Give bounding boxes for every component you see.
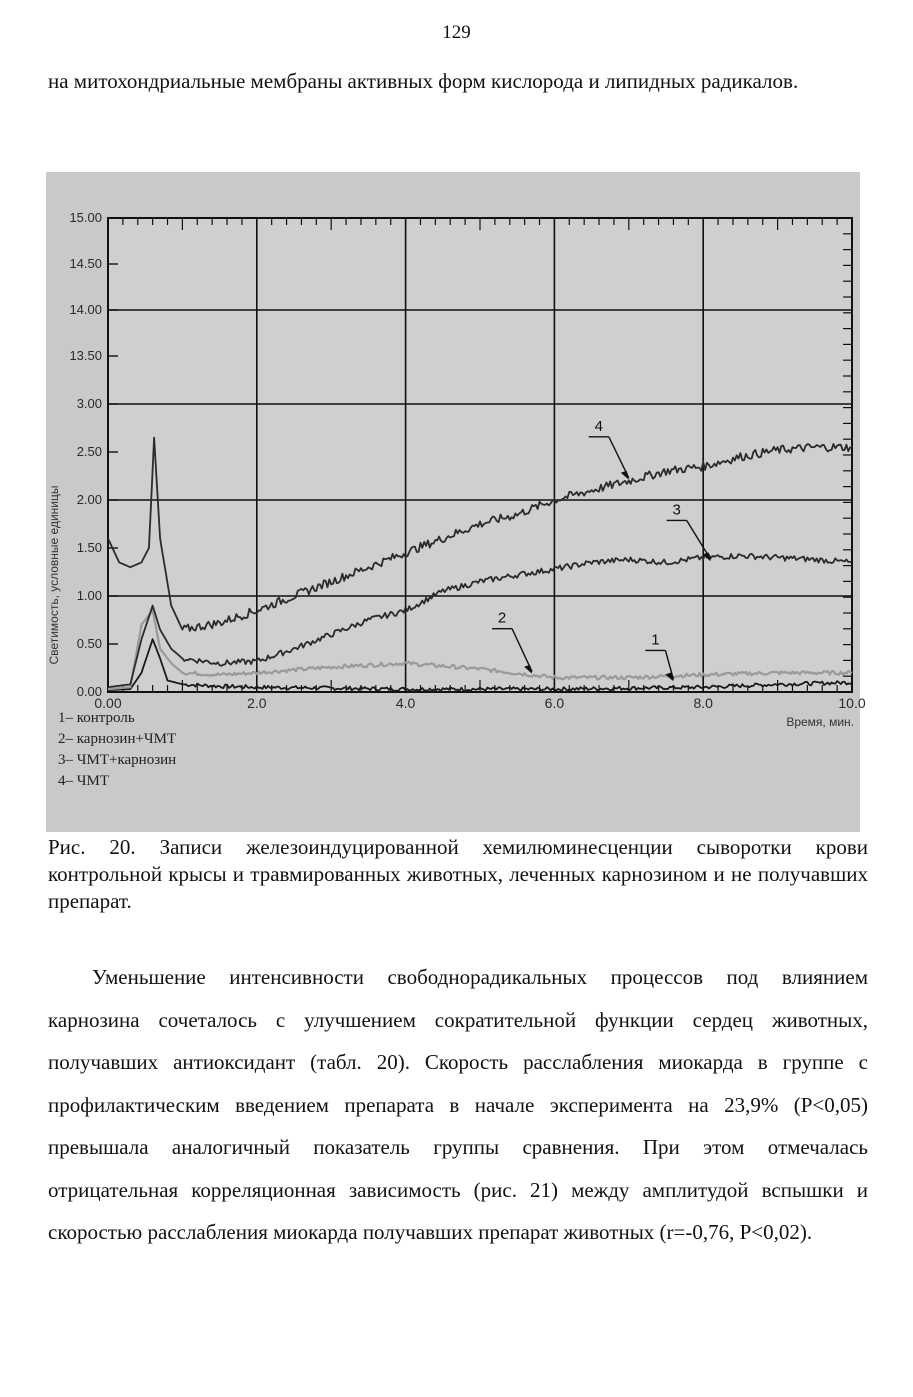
legend-entry: 2– карнозин+ЧМТ [58,731,177,747]
x-tick-label: 4.0 [395,695,416,711]
y-tick-label: 2.50 [76,444,102,459]
y-tick-label: 14.00 [69,302,102,317]
x-tick-label: 10.0 [838,695,866,711]
y-axis-label: Светимость, условные единицы [47,485,61,665]
y-tick-label: 1.00 [76,588,102,603]
y-tick-label: 1.50 [76,540,102,555]
y-tick-label: 2.00 [76,492,102,507]
annotation-label: 2 [497,609,507,627]
top-paragraph: на митохондриальные мембраны активных форм кислорода и липидных радикалов. [48,69,799,93]
y-tick-label: 13.50 [69,348,102,363]
annotation-label: 1 [651,631,660,649]
figure-caption: Рис. 20. Записи железоиндуцированной хемилюминесценции сыворотки крови контрольной крысы и травмированных животных, леченных карнозином и не получавших препарат. [48,835,868,913]
legend-entry: 1– контроль [58,710,135,726]
annotation-label: 4 [594,417,603,435]
x-tick-label: 2.0 [247,695,267,711]
y-tick-label: 15.00 [69,210,102,225]
x-tick-label: 6.0 [544,695,565,711]
chemiluminescence-figure [46,172,866,832]
chemiluminescence-chart [46,172,866,832]
legend-entry: 3– ЧМТ+карнозин [58,752,177,768]
y-tick-label: 0.50 [76,636,102,651]
annotation-label: 3 [672,501,681,519]
x-tick-label: 0.00 [94,695,122,711]
x-axis-label: Время, мин. [786,715,854,729]
page-number: 129 [442,22,471,43]
body-paragraph: Уменьшение интенсивности свободнорадикальных процессов под влиянием карнозина сочеталось с улучшением сократительной функции сердец животных, получавших антиоксидант (табл. 20). Скорость расслабления миокарда в группе с профилактическим введением препарата в начале эксперимента на 23,9% (P<0,05) превышала аналогичный показатель группы сравнения. При этом отмечалась отрицательная корреляционная зависимость (рис. 21) между амплитудой вспышки и скоростью расслабления миокарда получавших препарат животных (r=-0,76, P<0,02). [48,965,868,1244]
y-tick-label: 14.50 [69,256,102,271]
x-tick-label: 8.0 [693,695,713,711]
y-tick-label: 3.00 [76,396,102,411]
legend-entry: 4– ЧМТ [58,773,109,789]
y-tick-label: 0.00 [76,684,102,699]
